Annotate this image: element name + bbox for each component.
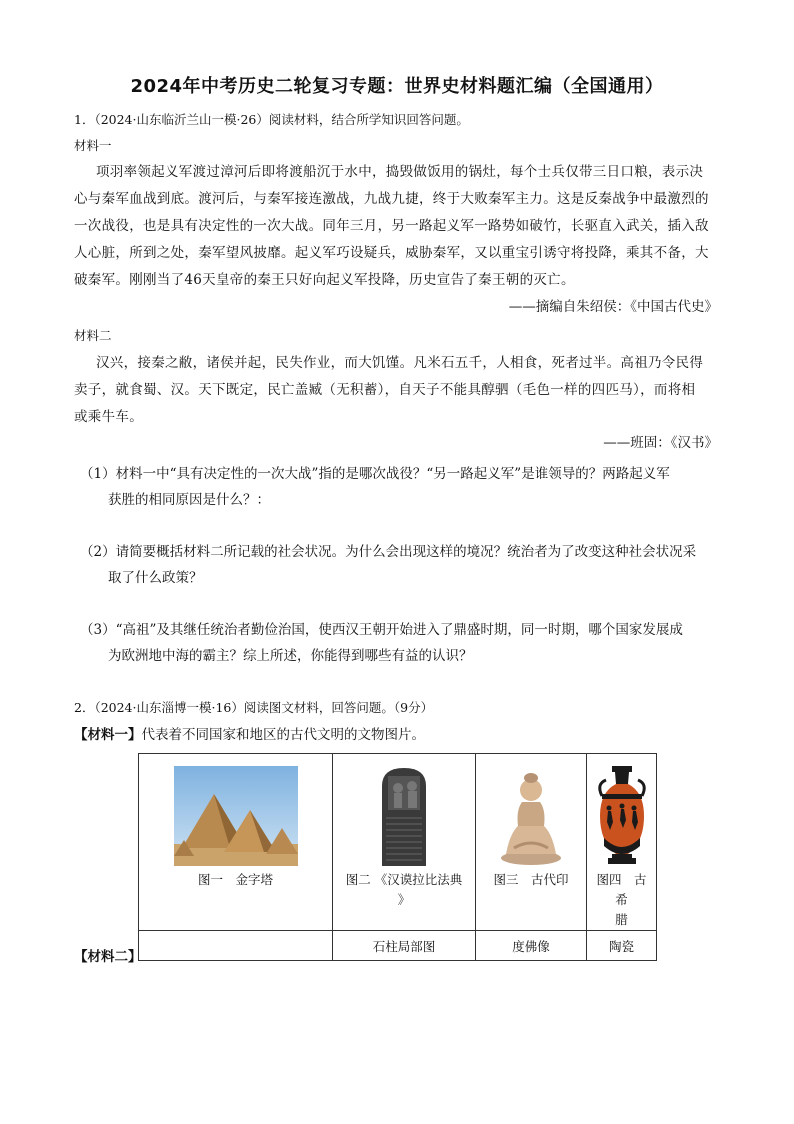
stele-icon [374, 766, 434, 866]
figure-cell [139, 754, 333, 931]
q1-material1-line: 破秦军。刚刚当了46天皇帝的秦王只好向起义军投降，历史宣告了秦王朝的灭亡。 [74, 272, 575, 288]
document-title: 2024年中考历史二轮复习专题：世界史材料题汇编（全国通用） [130, 76, 664, 97]
table-cell: 石柱局部图 [333, 931, 476, 961]
q1-material1-line: 项羽率领起义军渡过漳河后即将渡船沉于水中，捣毁做饭用的锅灶，每个士兵仅带三日口粮，表示决 [96, 164, 704, 180]
artifact-image-row [139, 754, 657, 931]
q1-material1-line: 一次战役，也是具有决定性的一次大战。同年三月，另一路起义军一路势如破竹，长驱直入武关，插入敌 [74, 218, 709, 234]
q1-material1-line: 心与秦军血战到底。渡河后，与秦军接连激战，九战九捷，终于大败秦军主力。这是反秦战争中最激烈的 [74, 191, 709, 207]
q1-material2-line: 卖子，就食蜀、汉。天下既定，民亡盖臧（无积蓄），自天子不能具醇驷（毛色一样的四匹马），而将相 [74, 382, 696, 398]
artifact-table [138, 753, 657, 961]
figure-caption-cont: 》 [397, 892, 411, 907]
q1-subquestion-1-cont: 获胜的相同原因是什么？： [108, 492, 270, 508]
q1-subquestion-2: （2）请简要概括材料二所记载的社会状况。为什么会出现这样的境况？统治者为了改变这种社会状况采 [80, 544, 697, 560]
q2-material1-text: 代表着不同国家和地区的古代文明的文物图片。 [141, 727, 425, 743]
pyramid-icon [174, 766, 298, 866]
figure-caption: 图二 《汉谟拉比法典 [345, 872, 463, 887]
q1-material1-source: ——摘编自朱绍侯：《中国古代史》 [508, 299, 718, 315]
table-cell [139, 931, 333, 961]
table-cell: 度佛像 [476, 931, 587, 961]
q2-material2-label: 【材料二】 [74, 949, 142, 965]
figure-cell [476, 754, 587, 931]
q1-material2-line: 汉兴，接秦之敝，诸侯并起，民失作业，而大饥馑。凡米石五千，人相食，死者过半。高祖乃令民得 [96, 355, 704, 371]
artifact-caption-row [139, 931, 657, 961]
q1-header: 1．（2024·山东临沂兰山一模·26）阅读材料，结合所学知识回答问题。 [74, 112, 469, 127]
figure-cell [333, 754, 476, 931]
q1-material2-source: ——班固：《汉书》 [603, 435, 718, 451]
table-cell: 陶瓷 [587, 931, 657, 961]
q1-subquestion-1: （1）材料一中“具有决定性的一次大战”指的是哪次战役？“另一路起义军”是谁领导的？两路起义军 [80, 466, 670, 482]
q1-material1-line: 人心脏，所到之处，秦军望风披靡。起义军巧设疑兵，威胁秦军，又以重宝引诱守将投降，乘其不备，大 [74, 245, 709, 261]
q1-subquestion-2-cont: 取了什么政策？ [108, 570, 203, 586]
q1-material1-label: 材料一 [74, 138, 112, 153]
figure-caption-cont: 腊 [615, 912, 628, 927]
q2-material1 [74, 726, 425, 744]
q1-material2-line: 或乘牛车。 [74, 409, 143, 425]
q2-material1-label: 【材料一】 [74, 727, 142, 743]
figure-cell [587, 754, 657, 931]
figure-caption: 图四 古希 [596, 872, 647, 907]
amphora-icon [594, 766, 650, 866]
buddha-icon [496, 766, 566, 866]
q2-header: 2．（2024·山东淄博一模·16）阅读图文材料，回答问题。（9分） [74, 700, 434, 715]
figure-caption: 图三 古代印 [493, 872, 569, 887]
q1-subquestion-3-cont: 为欧洲地中海的霸主？综上所述，你能得到哪些有益的认识？ [108, 648, 473, 664]
q1-material2-label: 材料二 [74, 328, 112, 343]
q1-subquestion-3: （3）“高祖”及其继任统治者勤俭治国，使西汉王朝开始进入了鼎盛时期，同一时期，哪个国家发展成 [80, 622, 683, 638]
figure-caption: 图一 金字塔 [197, 872, 273, 887]
